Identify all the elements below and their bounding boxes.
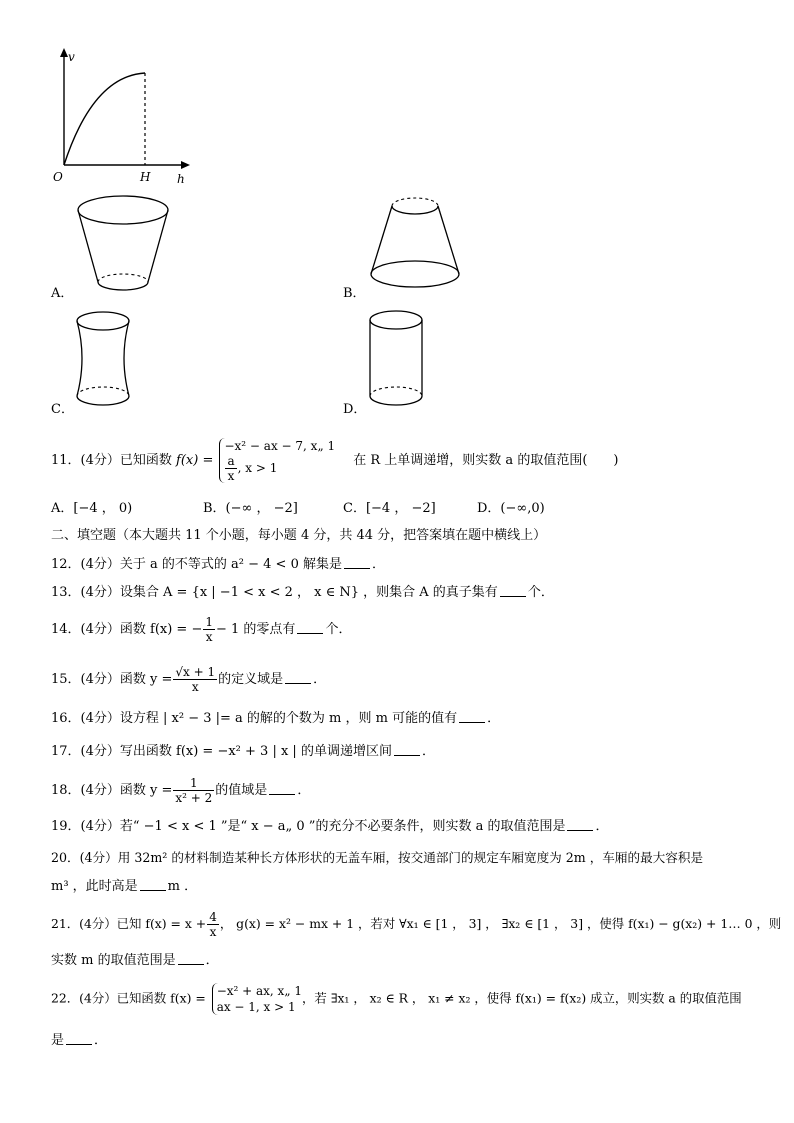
q16-answer-blank: [459, 710, 485, 723]
q11-choice-a: A．[−4 ， 0): [51, 501, 133, 516]
q20-text-b: m³ ，此时高是: [51, 879, 138, 894]
q22-piece1: −x² + ax, x„ 1: [216, 984, 302, 998]
q11-suffix: 在 R 上单调递增，则实数 a 的取值范围( ): [353, 453, 619, 468]
q18-frac-den: x² + 2: [175, 791, 213, 805]
q21-frac-num: 4: [209, 910, 217, 924]
q15-frac: [173, 665, 217, 694]
question-22: [51, 983, 742, 1015]
question-20-cont: [51, 878, 197, 896]
q11-piecewise: [219, 438, 335, 483]
q11-choice-d: D．(−∞,0): [477, 501, 545, 516]
question-15: [51, 665, 326, 694]
q17-end: ．: [421, 744, 435, 759]
q19-text: 19．(4分）若“ −1 < x < 1 ”是“ x − a„ 0 ”的充分不必要条件，则实数 a 的取值范围是: [51, 819, 566, 834]
option-c-label: C．: [51, 402, 74, 417]
q21-text-c: 实数 m 的取值范围是: [51, 953, 176, 968]
q15-text: 15．(4分）函数 y =: [51, 672, 173, 687]
q14-text-b: − 1 的零点有: [216, 622, 296, 637]
q15-frac-num: √x + 1: [175, 665, 216, 679]
q11-piece1: −x² − ax − 7, x„ 1: [224, 439, 336, 453]
q20-answer-blank: [140, 878, 166, 891]
q21-answer-blank: [178, 952, 204, 965]
question-13: [51, 584, 554, 602]
question-21-cont: [51, 952, 219, 970]
q17-answer-blank: [394, 743, 420, 756]
q11-piece2-cond: , x > 1: [237, 461, 278, 475]
q22-text-c: 是: [51, 1033, 65, 1048]
question-21: [51, 910, 781, 939]
q11-piece2: [224, 454, 335, 483]
h-axis-label: h: [177, 172, 185, 186]
q12-answer-blank: [344, 556, 370, 569]
q16-text: 16．(4分）设方程 | x² − 3 |= a 的解的个数为 m ，则 m 可能的值有: [51, 711, 458, 726]
question-16: [51, 710, 500, 728]
q11-frac-num: a: [227, 454, 235, 468]
q11-choice-c: C．[−4 ， −2]: [343, 501, 436, 516]
question-17: [51, 743, 435, 761]
question-19: [51, 818, 609, 836]
q14-frac: [203, 615, 215, 644]
option-a-label: A．: [51, 286, 74, 301]
q15-answer-blank: [285, 671, 311, 684]
q22-text: 22．(4分）已知函数 f(x) =: [51, 990, 206, 1006]
q11-frac: [225, 454, 236, 483]
question-12: [51, 556, 385, 574]
question-14: [51, 615, 351, 644]
q16-end: ．: [487, 711, 501, 726]
q11-frac-den: x: [227, 469, 235, 483]
H-label: H: [140, 170, 151, 184]
q18-frac-num: 1: [173, 776, 214, 791]
q11-prefix: 11．(4分）已知函数: [51, 453, 172, 468]
q11-f: f(x) =: [176, 453, 214, 468]
velocity-height-graph: [48, 46, 198, 186]
q15-text-b: 的定义域是: [218, 672, 284, 687]
q21-frac-den: x: [209, 925, 217, 939]
question-22-cont: [51, 1032, 107, 1050]
q12-end: ．: [371, 557, 385, 572]
q18-frac: [173, 776, 214, 805]
q17-text: 17．(4分）写出函数 f(x) = −x² + 3 | x | 的单调递增区间: [51, 744, 392, 759]
container-c-image: [74, 306, 134, 412]
container-d-image: [366, 306, 430, 412]
section-2-heading: 二、填空题（本大题共 11 个小题，每小题 4 分，共 44 分，把答案填在题中横线上）: [51, 528, 547, 543]
q18-answer-blank: [269, 782, 295, 795]
q11-choice-b: B．(−∞ ， −2]: [203, 501, 298, 516]
option-b-label: B．: [343, 286, 366, 301]
q18-text: 18．(4分）函数 y =: [51, 783, 173, 798]
q19-end: ．: [595, 819, 609, 834]
v-axis-label: v: [68, 50, 75, 64]
q21-frac: [207, 910, 219, 939]
q13-end: 个．: [527, 585, 554, 600]
q15-frac-den: x: [191, 680, 199, 694]
q13-text: 13．(4分）设集合 A = {x | −1 < x < 2 ， x ∈ N} ，则集合 A 的真子集有: [51, 585, 498, 600]
q18-text-b: 的值域是: [215, 783, 268, 798]
q14-frac-den: x: [205, 630, 213, 644]
container-b-image: [366, 192, 464, 296]
q13-answer-blank: [500, 584, 526, 597]
q15-end: ．: [313, 672, 327, 687]
q20-end: m ．: [167, 879, 198, 894]
question-18: [51, 776, 310, 805]
q22-piecewise: [212, 983, 302, 1015]
q14-frac-num: 1: [205, 615, 213, 629]
q12-text: 12．(4分）关于 a 的不等式的 a² − 4 < 0 解集是: [51, 557, 342, 572]
q14-answer-blank: [297, 621, 323, 634]
q18-end: ．: [297, 783, 311, 798]
q22-text-b: ，若 ∃x₁ ， x₂ ∈ R ， x₁ ≠ x₂ ，使得 f(x₁) = f(x₂) 成立，则实数 a 的取值范围: [302, 990, 742, 1006]
q14-end: 个．: [325, 622, 352, 637]
question-11: [51, 438, 618, 483]
container-a-image: [74, 192, 172, 296]
origin-label: O: [53, 170, 63, 184]
q14-text: 14．(4分）函数 f(x) = −: [51, 622, 203, 637]
q22-answer-blank: [66, 1032, 92, 1045]
q19-answer-blank: [567, 818, 593, 831]
option-d-label: D．: [343, 402, 367, 417]
q22-piece2: ax − 1, x > 1: [216, 1000, 296, 1014]
q21-text-b: ， g(x) = x² − mx + 1 ，若对 ∀x₁ ∈ [1 ， 3] ， ∃x₂ ∈ [1 ， 3] ，使得 f(x₁) − g(x₂) + 1… 0 ，则: [219, 916, 782, 931]
q22-end: ．: [94, 1033, 108, 1048]
q21-text: 21．(4分）已知 f(x) = x +: [51, 916, 207, 931]
q21-end: ．: [205, 953, 219, 968]
question-20: [51, 849, 703, 867]
q20-text: 20．(4分）用 32m² 的材料制造某种长方体形状的无盖车厢，按交通部门的规定车厢宽度为 2m ，车厢的最大容积是: [51, 850, 704, 865]
